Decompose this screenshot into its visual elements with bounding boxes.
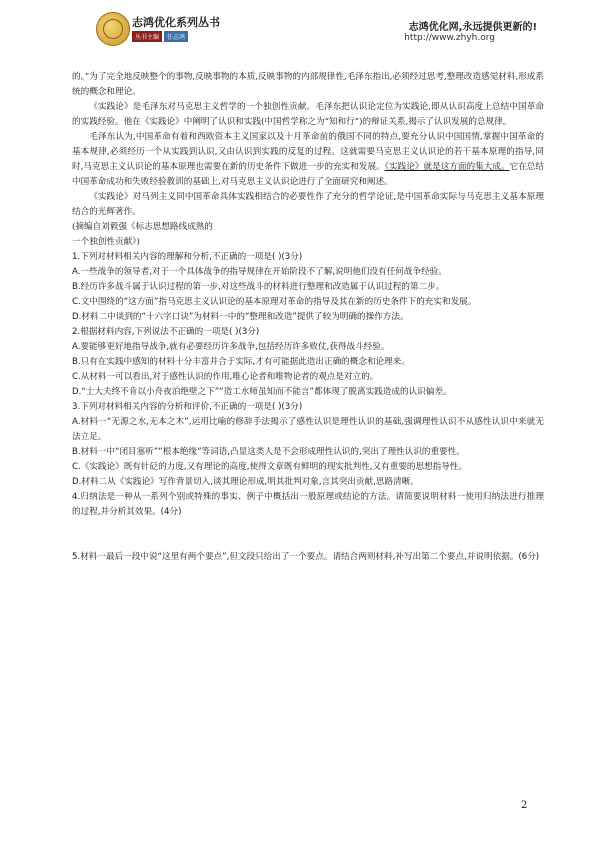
- brand-logo-icon: [96, 12, 130, 46]
- passage-text: 毛泽东认为,中国革命有着和西欧资本主义国家以及十月革命前的俄国不同的特点,要充分认识中国国情,掌握中国革命的基本规律,必须经历一个从实践到认识,又由认识到实践的反复的过程。这就需要马克思主义认识论的若干基本原理的指导,同时,马克思主义认识论的基本原理也需要在新的历史条件下做进一步的充实和发展。: [72, 132, 544, 172]
- question-5: 5.材料一最后一段中说“这里有两个要点”,但文段只给出了一个要点。请结合两则材料,补写出第二个要点,并说明依据。(6分): [72, 552, 540, 562]
- option-1a: A.一些战争的领导者,对于一个具体战争的指导规律在开始阶段不了解,说明他们没有任何战争经验。: [72, 267, 447, 277]
- source-citation: 一个独创性贡献》): [72, 237, 140, 247]
- passage-text: 它在总结中国革命成功和失败经验教训的基础上,对马克思主义认识论进行了全面研究和阐述。: [72, 162, 545, 187]
- option-3b: B.材料一中“闭目塞听”“根本绝缘”等词语,凸显这类人是不会形成理性认识的,突出了理性认识的重要性。: [72, 447, 465, 457]
- page-number: 2: [521, 800, 528, 811]
- question-3: 3.下列对材料相关内容的分析和评价,不正确的一项是( )(3分): [72, 402, 303, 412]
- passage-paragraph: 的。”为了完全地反映整个的事物,反映事物的本质,反映事物的内部规律性,毛泽东指出,必须经过思考,整理改造感觉材料,形成系统的概念和理论。: [72, 72, 544, 97]
- page-header: [0, 0, 607, 58]
- option-2a: A.要能够更好地指导战争,就有必要经历许多战争,包括经历许多败仗,获得战斗经验。: [72, 342, 390, 352]
- brand-title: 志鸿优化系列丛书: [132, 16, 220, 29]
- option-2d: D.“士大夫终不肯以小舟夜泊绝壁之下”“造工水师虽知而不能言”都体现了脱离实践造成的认识偏差。: [72, 387, 452, 397]
- source-citation: (摘编自刘毅强《标志思想路线成熟的: [72, 222, 213, 232]
- option-1d: D.材料二中谈到的“十六字口诀”为材料一中的“整理和改造”提供了较为明确的操作方法。: [72, 312, 409, 322]
- option-1b: B.经历许多战斗属于认识过程的第一步,对这些战斗的材料进行整理和改造属于认识过程的第二步。: [72, 282, 445, 292]
- brand-tag-name: 任志鸿: [164, 31, 188, 42]
- question-1: 1.下列对材料相关内容的理解和分析,不正确的一项是( )(3分): [72, 252, 303, 262]
- option-2c: C.从材料一可以看出,对于感性认识的作用,唯心论者和唯物论者的观点是对立的。: [72, 372, 379, 382]
- underlined-sentence: 《实践论》就是这方面的集大成。: [384, 162, 510, 172]
- brand-tag-editor: 丛书主编: [132, 31, 162, 42]
- question-4: 4.归纳法是一种从一系列个别或特殊的事实、例子中概括出一般原理或结论的方法。请简要说明材料一使用归纳法进行推理的过程,并分析其效果。(4分): [72, 492, 544, 517]
- option-3a: A.材料一“无源之水,无本之木”,运用比喻的修辞手法揭示了感性认识是理性认识的基础,强调理性认识不从感性认识中来就无法立足。: [72, 417, 544, 442]
- document-body: [72, 70, 544, 565]
- question-2: 2.根据材料内容,下列说法不正确的一项是( )(3分): [72, 327, 260, 337]
- site-slogan: 志鸿优化网,永远提供更新的!: [408, 22, 537, 33]
- passage-paragraph: 《实践论》对马列主义同中国革命具体实践相结合的必要性作了充分的哲学论证,是中国革命实际与马克思主义基本原理结合的光辉著作。: [72, 192, 544, 217]
- option-3c: C.《实践论》既有针砭的力度,又有理论的高度,使得文章既有鲜明的现实批判性,又有重要的思想指导性。: [72, 462, 468, 472]
- option-2b: B.只有在实践中感知的材料十分丰富并合于实际,才有可能据此造出正确的概念和论理来。: [72, 357, 410, 367]
- passage-paragraph: 《实践论》是毛泽东对马克思主义哲学的一个独创性贡献。毛泽东把认识论定位为实践论,即从认识高度上总结中国革命的实践经验。他在《实践论》中阐明了认识和实践(中国哲学称之为“知和行”)的辩证关系,揭示了认识发展的总规律。: [72, 102, 544, 127]
- site-url-link[interactable]: http://www.zhyh.org: [404, 33, 495, 43]
- brand-tags: [132, 31, 190, 42]
- passage-paragraph: [72, 130, 544, 190]
- option-1c: C.文中围绕的“这方面”指马克思主义认识论的基本原理对革命的指导及其在新的历史条件下的充实和发展。: [72, 297, 477, 307]
- answer-space: [72, 520, 544, 550]
- option-3d: D.材料二从《实践论》写作背景切入,谈其理论形成,明其批判对象,言其突出贡献,思路清晰。: [72, 477, 419, 487]
